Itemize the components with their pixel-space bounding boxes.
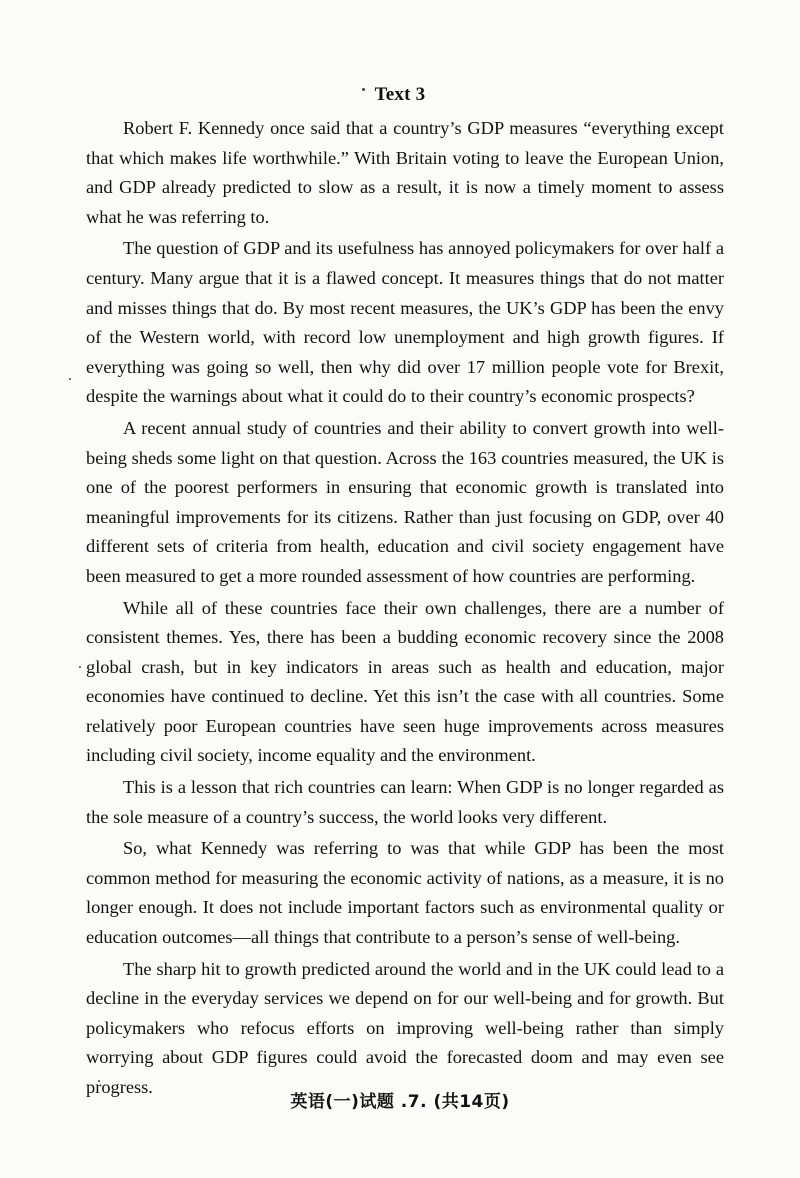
paragraph-3: A recent annual study of countries and their ability to convert growth into well-being sheds some light on that question. Across the 163 countries measured, the UK is one of the poorest performers in ensuring that economic growth is translated into meaningful improvements for its citizens. Rather than just focusing on GDP, over 40 different sets of criteria from health, education and civil society engagement have been measured to get a more rounded assessment of how countries are performing. [86, 417, 724, 586]
paragraph-5: This is a lesson that rich countries can learn: When GDP is no longer regarded as the sole measure of a country’s success, the world looks very different. [86, 777, 724, 827]
paragraph-7: The sharp hit to growth predicted around the world and in the UK could lead to a decline in the everyday services we depend on for our well-being and for growth. But policymakers who refocus efforts on improving well-being rather than simply worrying about GDP figures could avoid the forecasted doom and may even see progress. [86, 958, 724, 1097]
paragraph-1: Robert F. Kennedy once said that a country’s GDP measures “everything except that which makes life worthwhile.” With Britain voting to leave the European Union, and GDP already predicted to slow as a result, it is now a timely moment to assess what he was referring to. [86, 118, 724, 227]
paragraph-2: The question of GDP and its usefulness has annoyed policymakers for over half a century. Many argue that it is a flawed concept. It measures things that do not matter and misses things that do. By most recent measures, the UK’s GDP has been the envy of the Western world, with record low unemployment and high growth figures. If everything was going so well, then why did over 17 million people vote for Brexit, despite the warnings about what it could do to their country’s economic prospects? [86, 238, 724, 407]
paragraph-4: While all of these countries face their own challenges, there are a number of consistent themes. Yes, there has been a budding economic recovery since the 2008 global crash, but in key indicators in areas such as health and education, major economies have continued to decline. Yet this isn’t the case with all countries. Some relatively poor European countries have seen huge improvements across measures including civil society, income equality and the environment. [86, 597, 724, 766]
passage-title: Text 3 [374, 84, 426, 105]
page-footer: 英语(一)试题 .7. (共14页) [290, 1092, 510, 1112]
scan-speck [69, 378, 71, 380]
passage-body [86, 114, 724, 1105]
paragraph-6: So, what Kennedy was referring to was that while GDP has been the most common method for measuring the economic activity of nations, as a measure, it is no longer enough. It does not include important factors such as environmental quality or education outcomes—all things that contribute to a person’s sense of well-being. [86, 838, 724, 948]
scan-speck [79, 666, 81, 668]
